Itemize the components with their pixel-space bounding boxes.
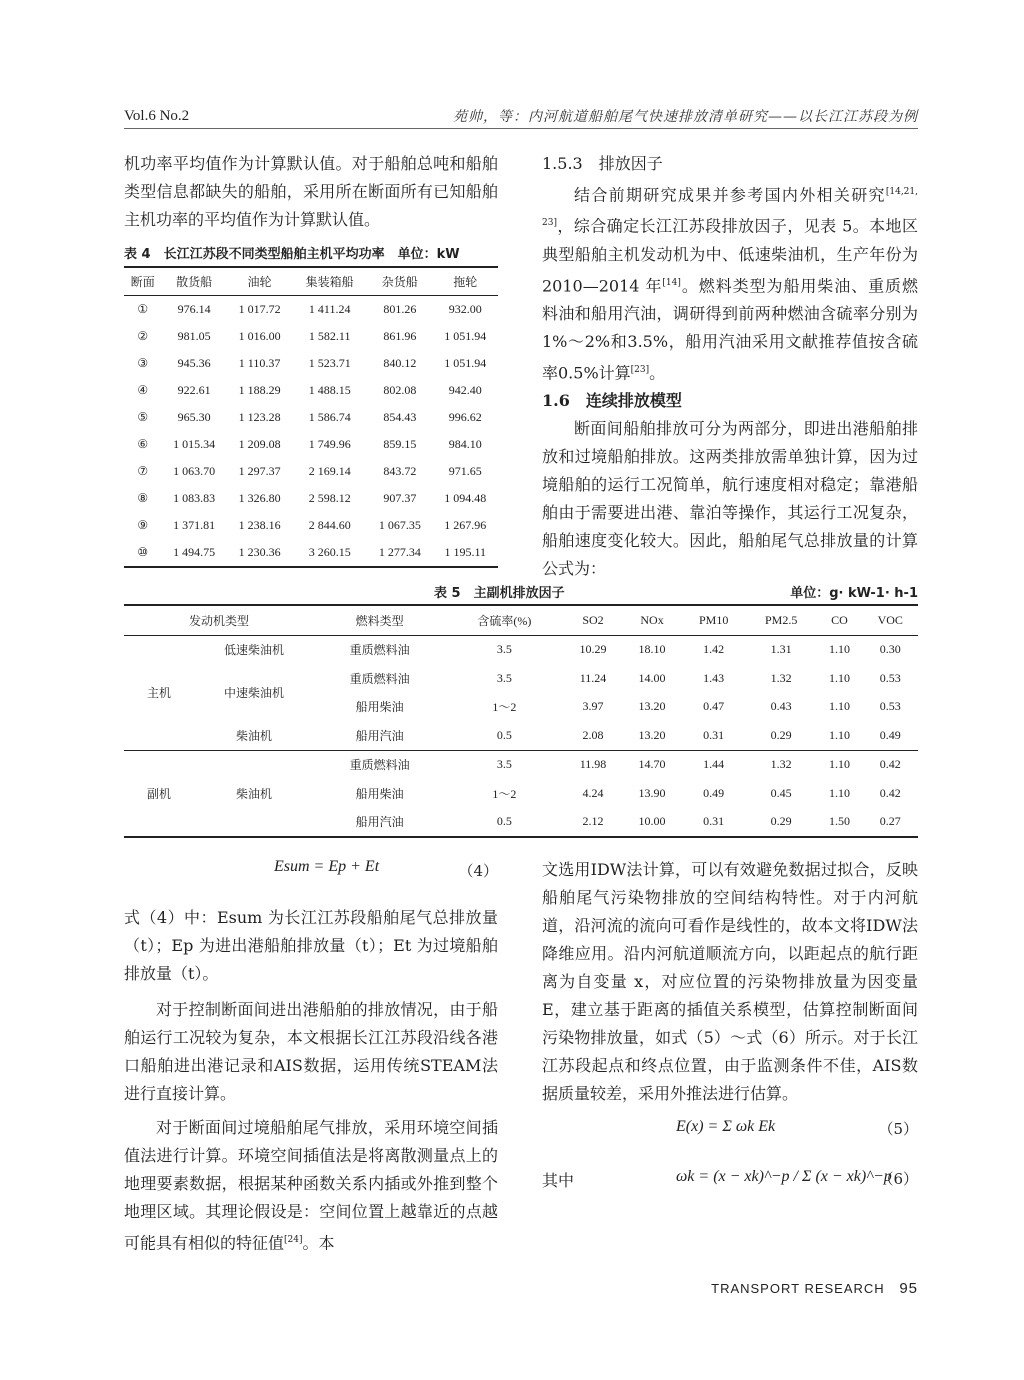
table5-header-cell: CO bbox=[831, 612, 848, 627]
table4-cell: 3 260.15 bbox=[308, 545, 351, 559]
table5-header-cell: 发动机类型 bbox=[188, 613, 249, 628]
table5-cell: 船用柴油 bbox=[355, 700, 404, 715]
table5-header-cell: PM2.5 bbox=[764, 612, 798, 627]
left-top-paragraph: 机功率平均值作为计算默认值。对于船舶总吨和船舶类型信息都缺失的船舶，采用所在断面所有已知船舶主机功率的平均值作为计算默认值。 bbox=[124, 154, 498, 229]
table5-cell: 0.53 bbox=[879, 670, 901, 685]
table5-cell: 1.43 bbox=[703, 670, 725, 685]
table4-cell: 1 051.94 bbox=[444, 329, 487, 343]
table4-cell: 1 123.28 bbox=[238, 410, 281, 424]
table4-cell: ⑨ bbox=[137, 518, 149, 532]
table4-cell: 801.26 bbox=[383, 302, 417, 316]
table5-header-cell: PM10 bbox=[699, 612, 729, 627]
section-1-5-3-title: 1.5.3 排放因子 bbox=[542, 154, 663, 173]
running-title: 苑帅，等：内河航道船舶尾气快速排放清单研究——以长江江苏段为例 bbox=[453, 109, 918, 125]
table4-cell: 1 523.71 bbox=[308, 356, 351, 370]
table4-cell: 1 277.34 bbox=[378, 545, 421, 559]
table5-cell: 1.10 bbox=[829, 670, 851, 685]
idw-paragraph: 文选用IDW法计算，可以有效避免数据过拟合，反映船舶尾气污染物排放的空间结构特性。对于内河航道，沿河流的流向可看作是线性的，故本文将IDW法降维应用。沿内河航道顺流方向，以距起点的航行距离为自变量 x，对应位置的污染物排放量为因变量 E，建立基于距离的插值关系模型，估算控制断面间污染物排放量，如式（5）～式（6）所示。对于长江江苏段起点和终点位置，由于监测条件不佳，AIS数据质量较差，采用外推法进行估算。 bbox=[542, 860, 918, 1103]
table4-cell: 981.05 bbox=[177, 329, 211, 343]
table4-cell: 942.40 bbox=[448, 383, 482, 397]
table5-header-cell: 燃料类型 bbox=[355, 613, 404, 628]
table5-cell: 1.10 bbox=[829, 757, 851, 772]
table4-cell: 945.36 bbox=[177, 356, 211, 370]
table4-row bbox=[124, 539, 498, 567]
table4-cell: 1 582.11 bbox=[308, 329, 351, 343]
table5-cell: 10.00 bbox=[638, 814, 666, 829]
table5-cell: 0.49 bbox=[879, 727, 901, 742]
table5-cell: 3.97 bbox=[582, 699, 604, 714]
journal-volume: Vol.6 No.2 bbox=[124, 108, 190, 124]
table5-cell: 1.32 bbox=[770, 757, 792, 772]
table5-header-cell: 含硫率(%) bbox=[477, 613, 532, 628]
table5-cell: 13.20 bbox=[638, 727, 666, 742]
table4-cell: 1 371.81 bbox=[173, 518, 216, 532]
table4-cell: 1 195.11 bbox=[444, 545, 487, 559]
table4-row bbox=[124, 404, 498, 431]
table4-cell: 922.61 bbox=[177, 383, 211, 397]
table5-block bbox=[124, 580, 918, 838]
table5-engine-type: 低速柴油机 bbox=[223, 643, 284, 658]
table5-engine-type: 柴油机 bbox=[235, 786, 272, 801]
table5-cell: 10.29 bbox=[579, 642, 607, 657]
table5-cell: 14.70 bbox=[638, 757, 666, 772]
table4-cell: 976.14 bbox=[177, 302, 211, 316]
table4-cell: 1 051.94 bbox=[444, 356, 487, 370]
table5-cell: 3.5 bbox=[496, 670, 512, 685]
equation-4: Esum = Ep + Et bbox=[274, 858, 380, 875]
table5-row bbox=[124, 750, 918, 779]
table4-header-cell: 杂货船 bbox=[381, 275, 418, 289]
equation-5: E(x) = Σ ωk Ek bbox=[676, 1118, 776, 1135]
table5-cell: 1.50 bbox=[829, 814, 851, 829]
table5-cell: 0.49 bbox=[703, 785, 725, 800]
table5-group-label: 副机 bbox=[146, 786, 171, 801]
table5-cell: 3.5 bbox=[496, 757, 512, 772]
table5-cell: 2.12 bbox=[582, 814, 604, 829]
table4-cell: ① bbox=[137, 302, 149, 316]
section-1-5-3-paragraph: 结合前期研究成果并参考国内外相关研究[14,21, 23]，综合确定长江江苏段排放因子，见表 5。本地区典型船舶主机发动机为中、低速柴油机，生产年份为2010—2014 年[14]。燃料类型为船用柴油、重质燃料油和船用汽油，调研得到前两种燃油含硫率分别为1%～2%和3.5%，船用汽油采用文献推荐值按含硫率0.5%计算[23]。 bbox=[542, 185, 918, 383]
table5-cell: 0.30 bbox=[879, 642, 901, 657]
table4-cell: ⑥ bbox=[137, 437, 149, 451]
table4-header-row bbox=[124, 267, 498, 296]
table4 bbox=[124, 266, 498, 568]
table5-cell: 0.43 bbox=[770, 699, 792, 714]
table5-cell: 船用汽油 bbox=[355, 815, 404, 830]
table4-row bbox=[124, 485, 498, 512]
table5-cell: 14.00 bbox=[638, 670, 666, 685]
table4-cell: 1 094.48 bbox=[444, 491, 487, 505]
table4-cell: 1 188.29 bbox=[238, 383, 281, 397]
table5-cell: 0.29 bbox=[770, 814, 792, 829]
table4-cell: 1 017.72 bbox=[238, 302, 281, 316]
table5-group-label: 主机 bbox=[146, 686, 171, 700]
table5 bbox=[124, 604, 918, 838]
table4-cell: ② bbox=[137, 329, 149, 343]
table4-cell: ⑦ bbox=[137, 464, 149, 478]
table5-cell: 0.31 bbox=[703, 814, 725, 829]
table5-cell: 重质燃料油 bbox=[349, 671, 410, 686]
equation-4-number: （4） bbox=[458, 862, 498, 880]
table4-cell: 1 230.36 bbox=[238, 545, 281, 559]
table4-cell: 1 209.08 bbox=[238, 437, 281, 451]
table4-cell: 1 749.96 bbox=[308, 437, 351, 451]
table5-cell: 18.10 bbox=[638, 642, 666, 657]
table4-cell: 861.96 bbox=[383, 329, 417, 343]
table5-row bbox=[124, 721, 918, 750]
table4-cell: ④ bbox=[137, 383, 149, 397]
table5-cell: 1.10 bbox=[829, 642, 851, 657]
table5-cell: 4.24 bbox=[582, 785, 604, 800]
table4-cell: 1 267.96 bbox=[444, 518, 487, 532]
equation-6: ωk = (x − xk)^−p / Σ (x − xk)^−p bbox=[676, 1168, 892, 1185]
table4-cell: 1 083.83 bbox=[173, 491, 216, 505]
table4-row bbox=[124, 350, 498, 377]
table5-header-cell: VOC bbox=[877, 612, 903, 627]
table4-cell: 996.62 bbox=[448, 410, 482, 424]
section-1-6-paragraph: 断面间船舶排放可分为两部分，即进出港船舶排放和过境船舶排放。这两类排放需单独计算，因为过境船舶的运行工况简单，航行速度相对稳定；靠港船舶由于需要进出港、靠泊等操作，其运行工况复杂，船舶速度变化较大。因此，船舶尾气总排放量的计算公式为： bbox=[542, 419, 918, 579]
table5-cell: 1.44 bbox=[703, 757, 725, 772]
right-column-top bbox=[542, 150, 918, 583]
table4-cell: 1 063.70 bbox=[173, 464, 216, 478]
table5-cell: 3.5 bbox=[496, 642, 512, 657]
table5-header-row bbox=[124, 605, 918, 635]
table5-header-cell: NOx bbox=[640, 612, 664, 627]
table4-caption: 表 4 长江江苏段不同类型船舶主机平均功率 单位：kW bbox=[124, 247, 460, 262]
equation-4-description: 式（4）中：Esum 为长江江苏段船舶尾气总排放量（t）；Ep 为进出港船舶排放量（t）；Et 为过境船舶排放量（t）。 bbox=[124, 908, 498, 983]
table4-row bbox=[124, 512, 498, 539]
footer-journal: TRANSPORT RESEARCH bbox=[711, 1281, 885, 1296]
table5-cell: 1.10 bbox=[829, 727, 851, 742]
table4-cell: 854.43 bbox=[383, 410, 417, 424]
table5-cell: 0.31 bbox=[703, 727, 725, 742]
table4-row bbox=[124, 431, 498, 458]
table4-cell: 1 488.15 bbox=[308, 383, 351, 397]
table5-unit: 单位：g· kW-1· h-1 bbox=[790, 586, 918, 601]
equation-6-number: （6） bbox=[878, 1170, 918, 1188]
table4-row bbox=[124, 458, 498, 485]
table4-header-cell: 油轮 bbox=[247, 275, 272, 289]
table4-cell: 859.15 bbox=[383, 437, 417, 451]
table4-block bbox=[124, 243, 498, 568]
table4-cell: ⑧ bbox=[137, 491, 149, 505]
table5-row bbox=[124, 664, 918, 693]
table4-cell: 907.37 bbox=[383, 491, 417, 505]
table5-cell: 0.47 bbox=[703, 699, 725, 714]
table4-cell: 2 169.14 bbox=[308, 464, 351, 478]
table5-caption: 表 5 主副机排放因子 bbox=[434, 586, 565, 601]
page-footer bbox=[711, 1280, 918, 1297]
table5-cell: 0.5 bbox=[496, 814, 512, 829]
table5-row bbox=[124, 635, 918, 664]
table5-cell: 0.5 bbox=[496, 727, 512, 742]
table4-cell: 840.12 bbox=[383, 356, 417, 370]
table5-cell: 0.27 bbox=[879, 814, 901, 829]
table5-cell: 0.42 bbox=[879, 757, 901, 772]
table5-cell: 1.32 bbox=[770, 670, 792, 685]
equation-6-label: 其中 bbox=[542, 1171, 575, 1190]
table4-header-cell: 拖轮 bbox=[453, 275, 478, 289]
port-emission-paragraph: 对于控制断面间进出港船舶的排放情况，由于船舶运行工况较为复杂，本文根据长江江苏段沿线各港口船舶进出港记录和AIS数据，运用传统STEAM法进行直接计算。 bbox=[124, 1000, 498, 1103]
header-rule bbox=[124, 128, 918, 129]
table4-cell: 984.10 bbox=[448, 437, 482, 451]
table5-cell: 0.53 bbox=[879, 699, 901, 714]
table5-cell: 重质燃料油 bbox=[349, 643, 410, 658]
table4-row bbox=[124, 323, 498, 350]
table4-cell: 1 411.24 bbox=[308, 302, 351, 316]
table4-cell: 1 015.34 bbox=[173, 437, 216, 451]
table4-cell: 971.65 bbox=[448, 464, 482, 478]
table4-cell: 1 016.00 bbox=[238, 329, 281, 343]
table5-engine-type: 柴油机 bbox=[235, 728, 272, 743]
table5-cell: 11.98 bbox=[579, 757, 607, 772]
table5-cell: 1.10 bbox=[829, 699, 851, 714]
table5-cell: 1.31 bbox=[770, 642, 792, 657]
left-column-bottom bbox=[124, 856, 498, 1257]
table4-cell: 932.00 bbox=[448, 302, 482, 316]
table5-cell: 11.24 bbox=[579, 670, 607, 685]
table4-cell: ⑩ bbox=[137, 545, 149, 559]
table5-cell: 1.10 bbox=[829, 785, 851, 800]
table5-cell: 2.08 bbox=[582, 727, 604, 742]
table4-cell: 1 586.74 bbox=[308, 410, 351, 424]
table5-engine-type: 中速柴油机 bbox=[223, 686, 284, 700]
transit-emission-paragraph: 对于断面间过境船舶尾气排放，采用环境空间插值法进行计算。环境空间插值法是将离散测量点上的地理要素数据，根据某种函数关系内插或外推到整个地理区域。其理论假设是：空间位置上越靠近的点越可能具有相似的特征值[24]。本 bbox=[124, 1118, 498, 1253]
table5-cell: 船用柴油 bbox=[355, 786, 404, 801]
table5-cell: 0.29 bbox=[770, 727, 792, 742]
table5-cell: 1～2 bbox=[492, 700, 517, 715]
table5-header-cell: SO2 bbox=[582, 612, 604, 627]
table4-cell: 2 844.60 bbox=[308, 518, 351, 532]
table5-cell: 13.20 bbox=[638, 699, 666, 714]
equation-5-number: （5） bbox=[878, 1120, 918, 1138]
table4-cell: 1 238.16 bbox=[238, 518, 281, 532]
table4-header-cell: 集装箱船 bbox=[305, 275, 354, 289]
table5-cell: 1～2 bbox=[492, 786, 517, 801]
right-column-bottom bbox=[542, 856, 918, 1210]
table5-cell: 0.42 bbox=[879, 785, 901, 800]
table4-cell: 1 326.80 bbox=[238, 491, 281, 505]
table4-header-cell: 断面 bbox=[130, 275, 155, 289]
table4-cell: ③ bbox=[137, 356, 149, 370]
table4-cell: 1 297.37 bbox=[238, 464, 281, 478]
table5-cell: 1.42 bbox=[703, 642, 725, 657]
table4-cell: 1 494.75 bbox=[173, 545, 216, 559]
table4-cell: 843.72 bbox=[383, 464, 417, 478]
table4-row bbox=[124, 377, 498, 404]
page-number: 95 bbox=[899, 1280, 918, 1297]
table4-row bbox=[124, 296, 498, 324]
table5-cell: 重质燃料油 bbox=[349, 758, 410, 773]
table4-cell: 802.08 bbox=[383, 383, 417, 397]
table4-cell: 1 067.35 bbox=[378, 518, 421, 532]
table4-header-cell: 散货船 bbox=[176, 275, 213, 289]
table4-cell: 2 598.12 bbox=[308, 491, 351, 505]
table4-cell: 965.30 bbox=[177, 410, 211, 424]
table5-cell: 13.90 bbox=[638, 785, 666, 800]
table5-cell: 船用汽油 bbox=[355, 728, 404, 743]
table5-cell: 0.45 bbox=[770, 785, 792, 800]
section-1-6-title: 1.6 连续排放模型 bbox=[542, 391, 682, 411]
table4-cell: ⑤ bbox=[137, 410, 149, 424]
table4-cell: 1 110.37 bbox=[238, 356, 281, 370]
